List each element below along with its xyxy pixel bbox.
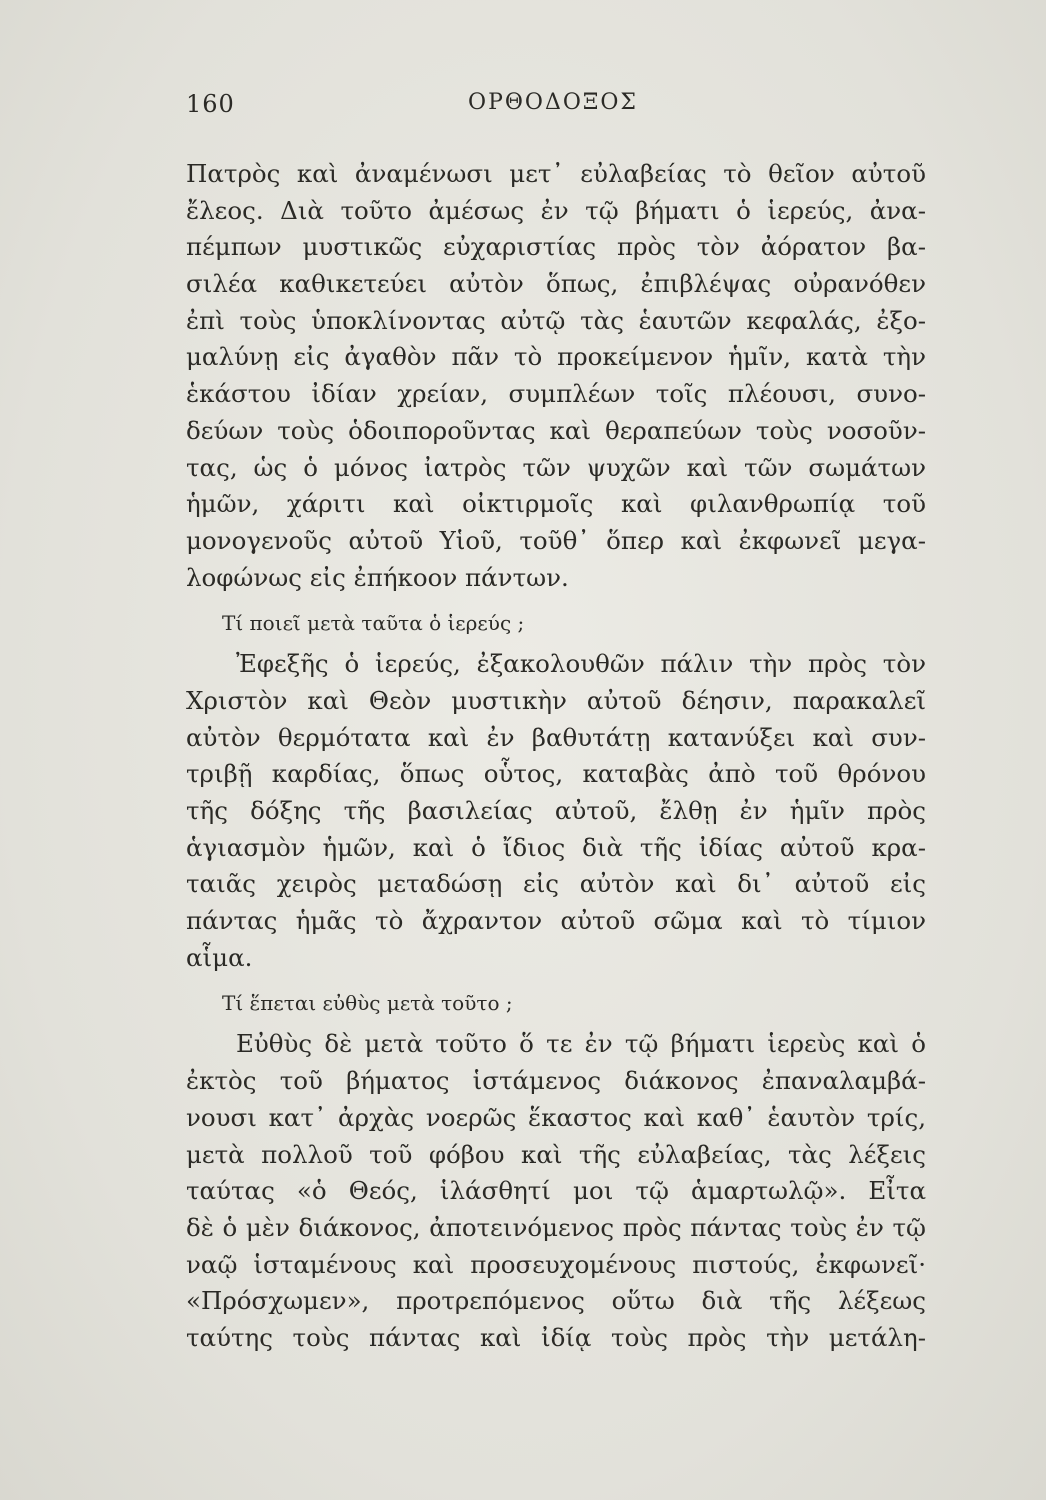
text-line: Ἐφεξῆς ὁ ἱερεύς, ἐξακολουθῶν πάλιν τὴν πρὸς τὸν [236,649,926,679]
text-line: νουσι κατ᾽ ἀρχὰς νοερῶς ἕκαστος καὶ καθ᾽ ἑαυτὸν τρίς, [186,1102,926,1132]
question-line [186,976,926,1020]
page-number: 160 [186,90,235,118]
text-line: ταύτης τοὺς πάντας καὶ ἰδίᾳ τοὺς πρὸς τὴν μετάλη- [186,1322,926,1352]
text-line: μετὰ πολλοῦ τοῦ φόβου καὶ τῆς εὐλαβείας, τὰς λέξεις [186,1139,926,1169]
text-line: δὲ ὁ μὲν διάκονος, ἀποτεινόμενος πρὸς πάντας τοὺς ἐν τῷ [186,1212,926,1242]
running-head [186,90,920,126]
text-line: λοφώνως εἰς ἐπήκοον πάντων. [186,562,569,592]
text-line: ἐπὶ τοὺς ὑποκλίνοντας αὐτῷ τὰς ἑαυτῶν κεφαλάς, ἐξο- [186,305,926,335]
text-line: τῆς δόξης τῆς βασιλείας αὐτοῦ, ἔλθῃ ἐν ἡμῖν πρὸς [186,796,926,825]
text-line: αἷμα. [186,942,253,972]
paragraph [186,1026,926,1356]
text-line: Τί ἕπεται εὐθὺς μετὰ τοῦτο ; [222,991,513,1016]
text-line: ἔλεος. Διὰ τοῦτο ἀμέσως ἐν τῷ βήματι ὁ ἱερεύς, ἀνα- [186,195,926,225]
question-line [186,596,926,640]
text-line: τας, ὡς ὁ μόνος ἰατρὸς τῶν ψυχῶν καὶ τῶν σωμάτων [186,452,926,482]
text-line: Χριστὸν καὶ Θεὸν μυστικὴν αὐτοῦ δέησιν, παρακαλεῖ [186,685,926,715]
paragraph [186,156,926,596]
text-line: ταύτας «ὁ Θεός, ἱλάσθητί μοι τῷ ἁμαρτωλῷ». Εἶτα [186,1176,926,1206]
body-text [186,156,926,1357]
text-line: ἑκάστου ἰδίαν χρείαν, συμπλέων τοῖς πλέουσι, συνο- [186,379,926,409]
text-line: Πατρὸς καὶ ἀναμένωσι μετ᾽ εὐλαβείας τὸ θεῖον αὐτοῦ [186,159,926,188]
text-line: πέμπων μυστικῶς εὐχαριστίας πρὸς τὸν ἀόρατον βα- [186,232,926,262]
text-line: ἐκτὸς τοῦ βήματος ἱστάμενος διάκονος ἐπαναλαμβά- [186,1066,926,1096]
text-line: μονογενοῦς αὐτοῦ Υἱοῦ, τοῦθ᾽ ὅπερ καὶ ἐκφωνεῖ μεγα- [186,525,926,555]
running-title: ΟΡΘΟΔΟΞΟΣ [468,90,638,115]
text-line: Τί ποιεῖ μετὰ ταῦτα ὁ ἱερεύς ; [222,611,525,636]
text-line: σιλέα καθικετεύει αὐτὸν ὅπως, ἐπιβλέψας οὐρανόθεν [186,269,926,299]
text-line: τριβῇ καρδίας, ὅπως οὗτος, καταβὰς ἀπὸ τοῦ θρόνου [186,759,926,789]
text-line: ἡμῶν, χάριτι καὶ οἰκτιρμοῖς καὶ φιλανθρωπίᾳ τοῦ [186,489,926,519]
text-line: Εὐθὺς δὲ μετὰ τοῦτο ὅ τε ἐν τῷ βήματι ἱερεὺς καὶ ὁ [236,1029,926,1059]
text-line: πάντας ἡμᾶς τὸ ἄχραντον αὐτοῦ σῶμα καὶ τὸ τίμιον [186,906,926,936]
text-line: μαλύνῃ εἰς ἀγαθὸν πᾶν τὸ προκείμενον ἡμῖν, κατὰ τὴν [186,342,926,372]
text-line: ἁγιασμὸν ἡμῶν, καὶ ὁ ἴδιος διὰ τῆς ἰδίας αὐτοῦ κρα- [186,832,926,862]
text-line: αὐτὸν θερμότατα καὶ ἐν βαθυτάτῃ κατανύξει καὶ συν- [186,722,926,752]
text-line: δεύων τοὺς ὁδοιποροῦντας καὶ θεραπεύων τοὺς νοσοῦν- [186,415,926,445]
text-line: «Πρόσχωμεν», προτρεπόμενος οὕτω διὰ τῆς λέξεως [186,1286,926,1316]
text-line: ναῷ ἱσταμένους καὶ προσευχομένους πιστούς, ἐκφωνεῖ· [186,1249,926,1279]
paragraph [186,646,926,976]
text-line: ταιᾶς χειρὸς μεταδώσῃ εἰς αὐτὸν καὶ δι᾽ αὐτοῦ εἰς [186,869,926,899]
